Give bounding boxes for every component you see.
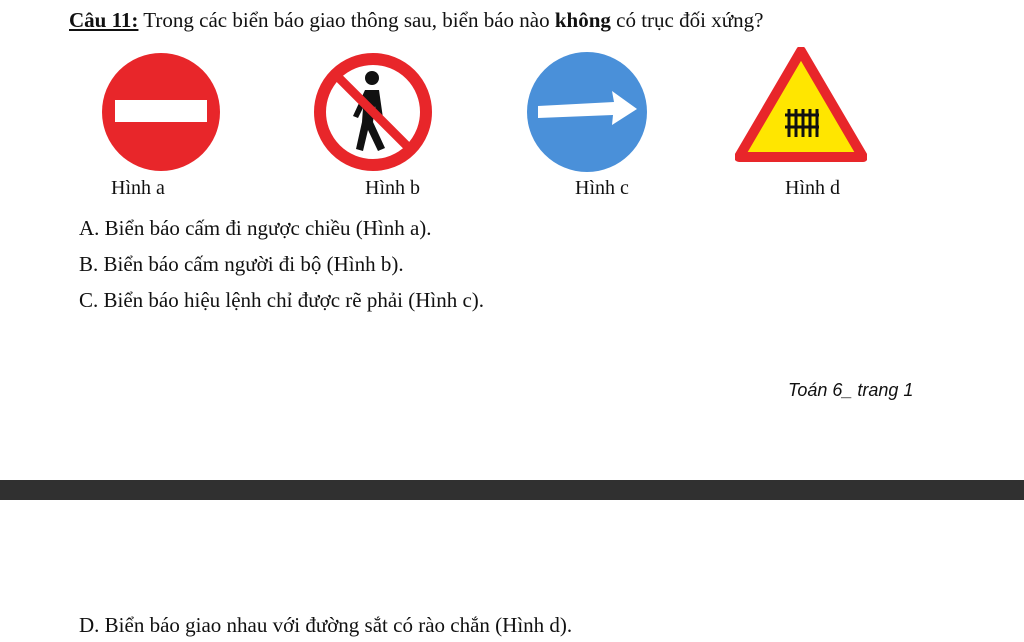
option-b: B. Biển báo cấm người đi bộ (Hình b). — [79, 252, 404, 276]
option-a: A. Biển báo cấm đi ngược chiều (Hình a). — [79, 216, 432, 240]
railway-crossing-sign-icon — [735, 47, 867, 162]
question-heading — [69, 8, 763, 33]
figure-caption-c: Hình c — [575, 177, 629, 199]
figure-caption-a: Hình a — [111, 177, 165, 199]
no-entry-sign-icon — [100, 51, 222, 173]
question-text-after: có trục đối xứng? — [610, 8, 764, 32]
page-break-divider — [0, 480, 1024, 500]
question-number: Câu 11: — [69, 8, 139, 32]
turn-right-only-sign-icon — [526, 51, 648, 173]
question-keyword: không — [554, 8, 611, 32]
page-footer: Toán 6_ trang 1 — [788, 380, 914, 400]
figure-caption-b: Hình b — [365, 177, 420, 199]
no-pedestrians-sign-icon — [311, 50, 435, 174]
question-text-before: Trong các biển báo giao thông sau, biển báo nào — [138, 8, 555, 32]
figure-caption-d: Hình d — [785, 177, 840, 199]
option-c: C. Biển báo hiệu lệnh chỉ được rẽ phải (Hình c). — [79, 288, 485, 312]
option-d: D. Biển báo giao nhau với đường sắt có rào chắn (Hình d). — [79, 613, 573, 637]
